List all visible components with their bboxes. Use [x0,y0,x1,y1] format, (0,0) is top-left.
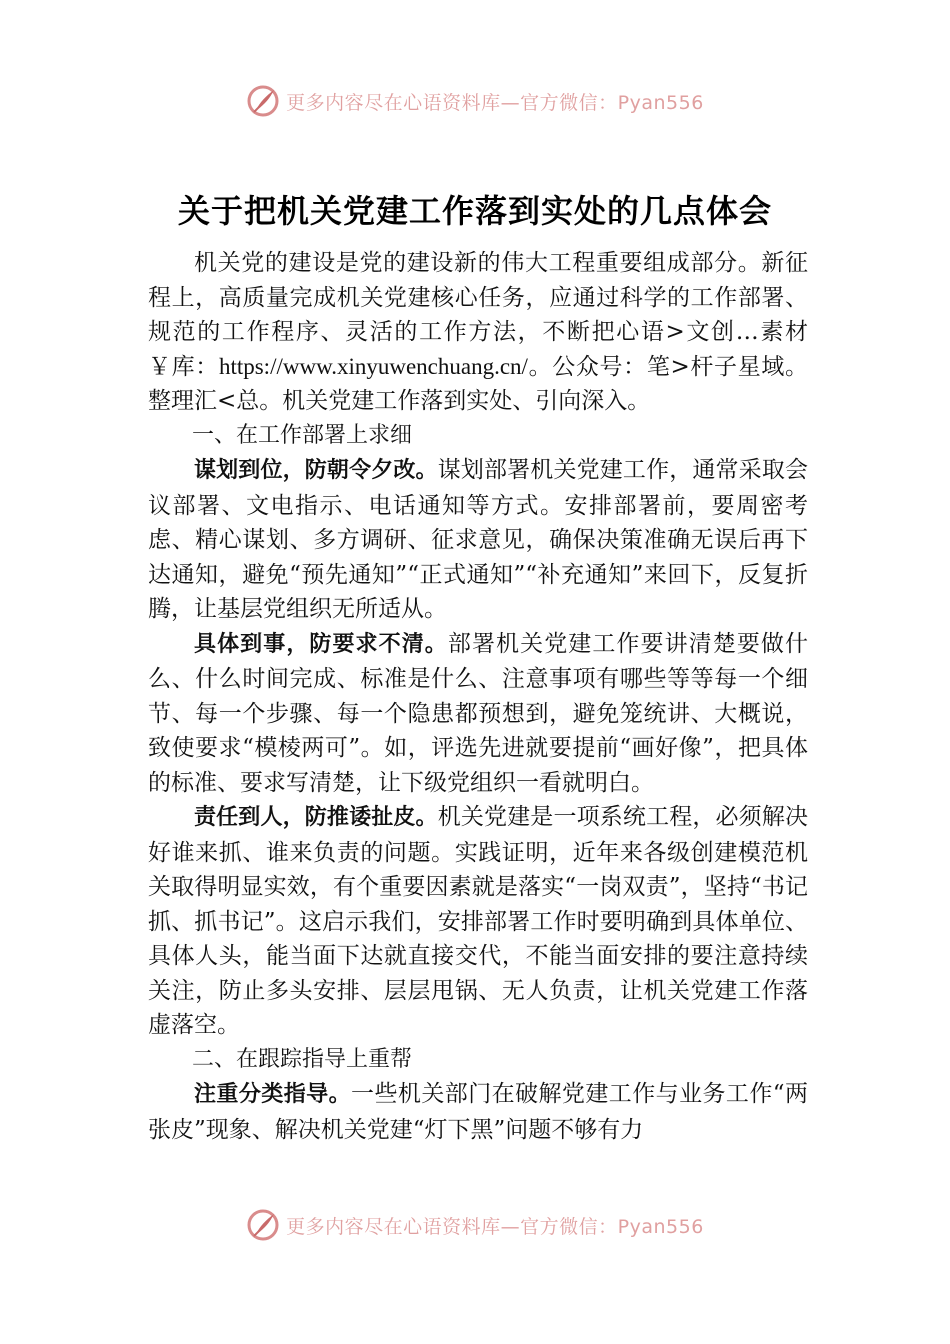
paragraph-text: 机关党建是一项系统工程，必须解决好谁来抓、谁来负责的问题。实践证明，近年来各级创建模范机关取得明显实效，有个重要因素就是落实“一岗双责”，坚持“书记抓、抓书记”。这启示我们，安排部署工作时要明确到具体单位、具体人头，能当面下达就直接交代，不能当面安排的要注意持续关注，防止多头安排、层层甩锅、无人负责，让机关党建工作落虚落空。 [148,804,808,1038]
paragraph-3 [148,800,808,1043]
paragraph-lead: 谋划到位，防朝令夕改。 [194,458,438,483]
paragraph-lead: 具体到事，防要求不清。 [194,631,448,657]
watermark-text: 更多内容尽在心语资料库—官方微信：Pyan556 [286,1215,704,1238]
watermark-text: 更多内容尽在心语资料库—官方微信：Pyan556 [286,91,704,114]
section-heading-2: 二、在跟踪指导上重帮 [192,1046,413,1072]
paragraph-text: 谋划部署机关党建工作，通常采取会议部署、文电指示、电话通知等方式。安排部署前，要周密考虑、精心谋划、多方调研、征求意见，确保决策准确无误后再下达通知，避免“预先通知”“正式通知”“补充通知”来回下，反复折腾，让基层党组织无所适从。 [148,457,808,622]
paragraph-text: 一些机关部门在破解党建工作与业务工作“两张皮”现象、解决机关党建“灯下黑”问题不够有力 [148,1081,808,1143]
quill-logo-icon [246,84,280,118]
paragraph-4 [148,1077,808,1147]
document-title: 关于把机关党建工作落到实处的几点体会 [177,192,772,230]
source-url: https://www.xinyuwenchuang.cn/ [218,353,528,379]
quill-logo-icon [246,1208,280,1242]
paragraph-lead: 注重分类指导。 [194,1082,352,1107]
paragraph-2 [148,627,808,801]
intro-text-1: 机关党的建设是党的建设新的伟大工程重要组成部分。新征程上，高质量完成机关党建核心任务，应通过科学的工作部署、规范的工作程序、灵活的工作方法，不断把心语>文创…素材￥库： [148,250,808,380]
header-watermark [0,84,950,124]
document-body [148,246,808,1147]
intro-text-2: 。公众号：笔>杆子星域。整理汇<总。机关党建工作落到实处、引向深入。 [148,353,808,414]
footer-watermark [0,1208,950,1248]
paragraph-lead: 责任到人，防推诿扯皮。 [194,805,438,830]
intro-paragraph [148,246,808,419]
section-heading-1: 一、在工作部署上求细 [192,422,413,448]
paragraph-text: 部署机关党建工作要讲清楚要做什么、什么时间完成、标准是什么、注意事项有哪些等等每一个细节、每一个步骤、每一个隐患都预想到，避免笼统讲、大概说，致使要求“模棱两可”。如，评选先进就要提前“画好像”，把具体的标准、要求写清楚，让下级党组织一看就明白。 [148,630,808,796]
paragraph-1 [148,453,808,627]
